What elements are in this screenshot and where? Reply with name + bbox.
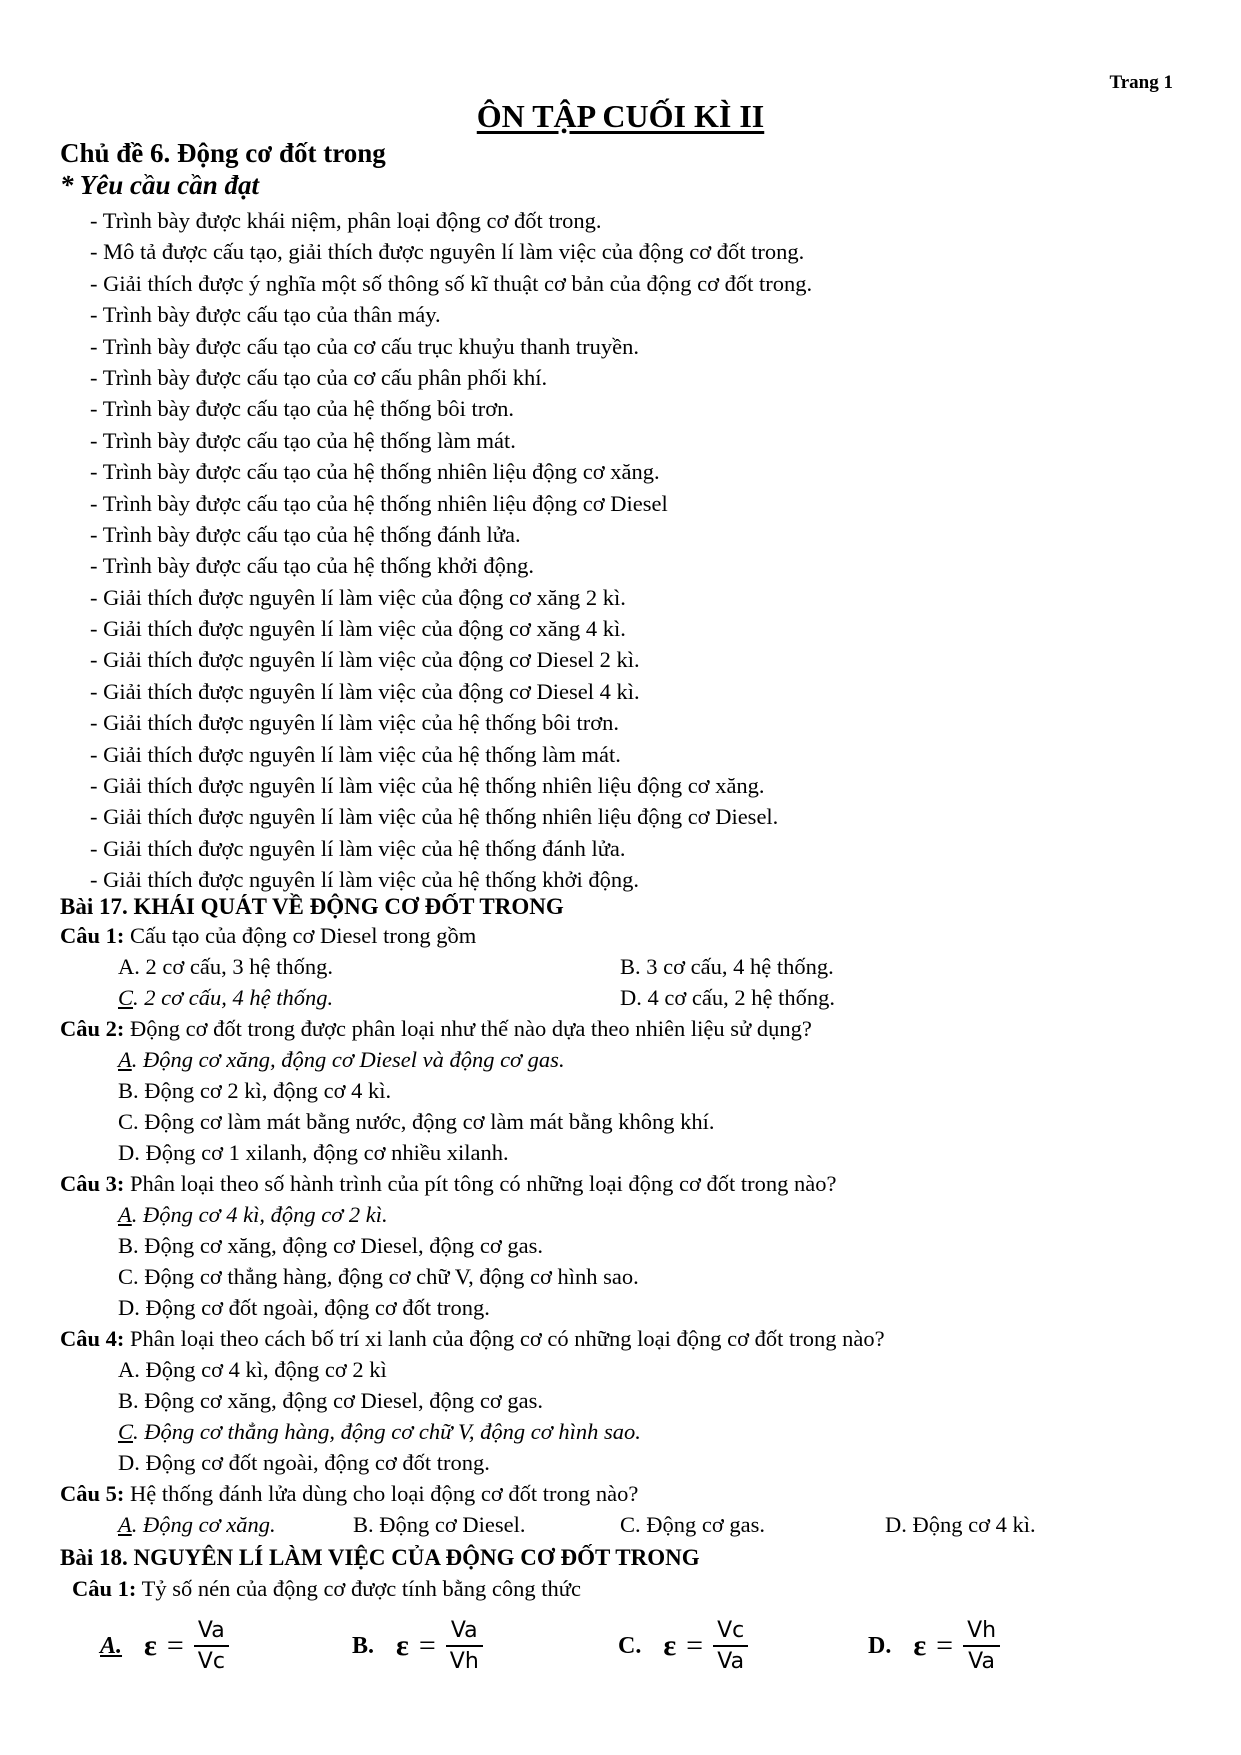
lesson-18-heading: Bài 18. NGUYÊN LÍ LÀM VIỆC CỦA ĐỘNG CƠ ĐỐT TRONG [60, 1545, 700, 1570]
question-text: Phân loại theo cách bố trí xi lanh của động cơ có những loại động cơ đốt trong nào? [124, 1326, 885, 1351]
fraction [713, 1618, 748, 1674]
epsilon-symbol: ε [144, 1629, 157, 1662]
question-text: Cấu tạo của động cơ Diesel trong gồm [124, 923, 477, 948]
lesson-17-heading: Bài 17. KHÁI QUÁT VỀ ĐỘNG CƠ ĐỐT TRONG [60, 894, 564, 919]
option-label: A. [100, 1632, 123, 1659]
list-item: - Giải thích được nguyên lí làm việc của hệ thống đánh lửa. [90, 835, 626, 861]
list-item: - Giải thích được nguyên lí làm việc của hệ thống nhiên liệu động cơ Diesel. [90, 804, 779, 830]
option-b: B. Động cơ Diesel. [353, 1512, 526, 1537]
list-item: - Trình bày được cấu tạo của hệ thống nhiên liệu động cơ xăng. [90, 459, 660, 485]
option-c-answer [118, 1421, 641, 1444]
list-item: - Mô tả được cấu tạo, giải thích được nguyên lí làm việc của động cơ đốt trong. [90, 239, 805, 265]
list-item: - Trình bày được khái niệm, phân loại động cơ đốt trong. [90, 208, 602, 233]
formula-option-d [868, 1618, 1000, 1674]
question-2 [60, 1018, 812, 1041]
question-label: Câu 1: [60, 923, 125, 948]
list-item: - Trình bày được cấu tạo của hệ thống làm mát. [90, 427, 516, 453]
numerator: Vh [967, 1618, 997, 1643]
equals-sign: = [686, 1629, 704, 1662]
option-a-answer [118, 1204, 388, 1227]
list-item: - Giải thích được nguyên lí làm việc của động cơ Diesel 2 kì. [90, 647, 640, 673]
option-a: A. 2 cơ cấu, 3 hệ thống. [118, 954, 333, 979]
fraction [963, 1618, 1000, 1674]
formula-option-c [618, 1618, 748, 1674]
question-label: Câu 4: [60, 1326, 125, 1351]
numerator: Va [197, 1618, 225, 1643]
equals-sign: = [418, 1629, 436, 1662]
question-text: Hệ thống đánh lửa dùng cho loại động cơ đốt trong nào? [124, 1481, 639, 1506]
option-c: C. Động cơ gas. [620, 1512, 766, 1537]
option-text: . Động cơ 4 kì, động cơ 2 kì. [131, 1202, 388, 1227]
list-item: - Giải thích được nguyên lí làm việc của động cơ xăng 2 kì. [90, 584, 626, 610]
formula-option-b [352, 1618, 483, 1674]
question-text: Tỷ số nén của động cơ được tính bằng công thức [136, 1576, 581, 1601]
question-label: Câu 2: [60, 1016, 125, 1041]
option-text: . Động cơ thẳng hàng, động cơ chữ V, động cơ hình sao. [133, 1419, 641, 1444]
option-label: D. [868, 1632, 892, 1659]
option-b: B. Động cơ xăng, động cơ Diesel, động cơ gas. [118, 1233, 543, 1258]
option-text: . Động cơ xăng, động cơ Diesel và động cơ gas. [131, 1047, 565, 1072]
list-item: - Giải thích được nguyên lí làm việc của động cơ Diesel 4 kì. [90, 678, 640, 704]
question-label: Câu 3: [60, 1171, 125, 1196]
option-d: D. 4 cơ cấu, 2 hệ thống. [620, 985, 835, 1010]
option-c: C. Động cơ thẳng hàng, động cơ chữ V, động cơ hình sao. [118, 1264, 639, 1289]
denominator: Va [968, 1649, 995, 1674]
numerator: Va [450, 1618, 478, 1643]
option-d: D. Động cơ 4 kì. [885, 1512, 1036, 1537]
denominator: Vc [197, 1649, 225, 1674]
list-item: - Trình bày được cấu tạo của cơ cấu trục khuỷu thanh truyền. [90, 333, 639, 359]
list-item: - Trình bày được cấu tạo của thân máy. [90, 302, 441, 328]
option-a-answer [118, 1514, 276, 1537]
option-c: C. Động cơ làm mát bằng nước, động cơ làm mát bằng không khí. [118, 1109, 715, 1134]
list-item: - Trình bày được cấu tạo của hệ thống bôi trơn. [90, 396, 515, 422]
document-title: ÔN TẬP CUỐI KÌ II [476, 98, 765, 134]
list-item: - Trình bày được cấu tạo của cơ cấu phân phối khí. [90, 364, 548, 390]
question-label: Câu 1: [72, 1576, 137, 1601]
option-d: D. Động cơ đốt ngoài, động cơ đốt trong. [118, 1295, 490, 1320]
option-label: B. [352, 1632, 375, 1659]
option-d: D. Động cơ 1 xilanh, động cơ nhiều xilanh. [118, 1140, 509, 1165]
list-item: - Giải thích được nguyên lí làm việc của hệ thống bôi trơn. [90, 710, 619, 736]
requirements-list [90, 205, 812, 896]
question-1 [72, 1578, 581, 1601]
option-text: . 2 cơ cấu, 4 hệ thống. [133, 985, 334, 1010]
list-item: - Trình bày được cấu tạo của hệ thống khởi động. [90, 553, 535, 579]
fraction [194, 1618, 229, 1674]
question-4 [60, 1328, 885, 1351]
equals-sign: = [166, 1629, 184, 1662]
numerator: Vc [717, 1618, 745, 1643]
question-3 [60, 1173, 836, 1196]
option-c-answer [118, 987, 333, 1010]
option-a: A. Động cơ 4 kì, động cơ 2 kì [118, 1357, 387, 1382]
formula-option-a [100, 1618, 229, 1674]
denominator: Va [717, 1649, 745, 1674]
epsilon-symbol: ε [396, 1629, 409, 1662]
requirements-heading: * Yêu cầu cần đạt [60, 170, 260, 200]
topic-heading: Chủ đề 6. Động cơ đốt trong [60, 138, 386, 168]
question-5 [60, 1483, 638, 1506]
list-item: - Giải thích được nguyên lí làm việc của động cơ xăng 4 kì. [90, 616, 626, 642]
list-item: - Giải thích được ý nghĩa một số thông số kĩ thuật cơ bản của động cơ đốt trong. [90, 270, 813, 296]
option-a-answer [118, 1049, 565, 1072]
list-item: - Trình bày được cấu tạo của hệ thống đánh lửa. [90, 521, 521, 547]
list-item: - Trình bày được cấu tạo của hệ thống nhiên liệu động cơ Diesel [90, 490, 668, 516]
equals-sign: = [936, 1629, 954, 1662]
answer-letter: A [118, 1512, 132, 1537]
option-b: B. 3 cơ cấu, 4 hệ thống. [620, 954, 834, 979]
question-label: Câu 5: [60, 1481, 125, 1506]
answer-letter: C [118, 1419, 134, 1444]
option-b: B. Động cơ xăng, động cơ Diesel, động cơ gas. [118, 1388, 543, 1413]
epsilon-symbol: ε [663, 1629, 677, 1662]
page-number: Trang 1 [1109, 72, 1173, 93]
option-label: C. [618, 1632, 642, 1659]
list-item: - Giải thích được nguyên lí làm việc của hệ thống làm mát. [90, 741, 621, 767]
question-1 [60, 925, 476, 948]
option-b: B. Động cơ 2 kì, động cơ 4 kì. [118, 1078, 392, 1103]
fraction [446, 1618, 483, 1674]
answer-letter: A [118, 1047, 132, 1072]
list-item: - Giải thích được nguyên lí làm việc của hệ thống nhiên liệu động cơ xăng. [90, 773, 765, 799]
option-d: D. Động cơ đốt ngoài, động cơ đốt trong. [118, 1450, 490, 1475]
denominator: Vh [449, 1649, 479, 1674]
epsilon-symbol: ε [913, 1629, 927, 1662]
list-item: - Giải thích được nguyên lí làm việc của hệ thống khởi động. [90, 867, 639, 893]
answer-letter: C [118, 985, 134, 1010]
option-text: . Động cơ xăng. [131, 1512, 276, 1537]
question-text: Phân loại theo số hành trình của pít tông có những loại động cơ đốt trong nào? [124, 1171, 837, 1196]
answer-letter: A [118, 1202, 132, 1227]
question-text: Động cơ đốt trong được phân loại như thế nào dựa theo nhiên liệu sử dụng? [124, 1016, 812, 1041]
